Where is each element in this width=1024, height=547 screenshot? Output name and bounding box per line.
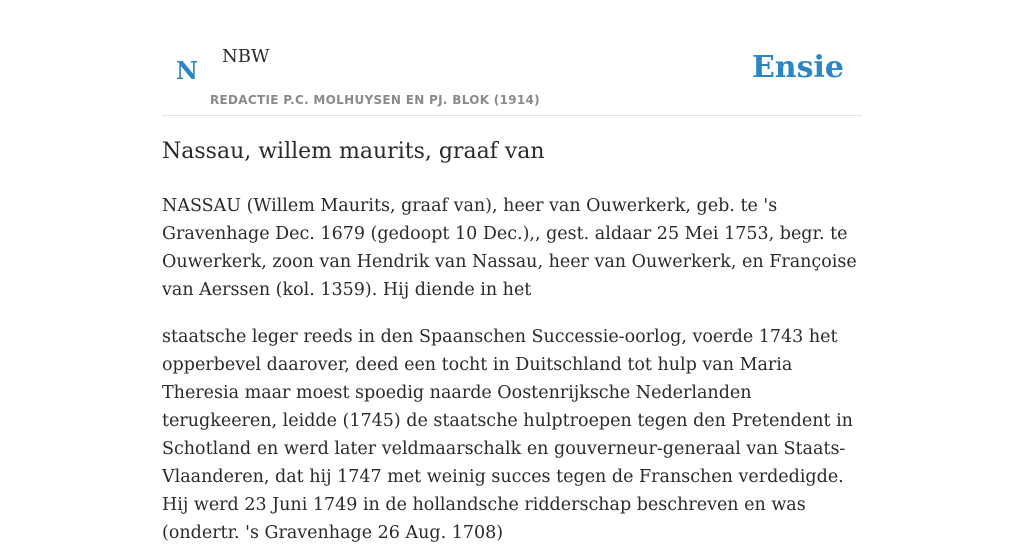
article-title: Nassau, willem maurits, graaf van (162, 139, 545, 164)
source-logo[interactable]: N (176, 56, 198, 85)
article-header (162, 0, 862, 116)
article-paragraph: NASSAU (Willem Maurits, graaf van), heer van Ouwerkerk, geb. te 's Gravenhage Dec. 1679 (gedoopt 10 Dec.),, gest. aldaar 25 Mei 1753, begr. te Ouwerkerk, zoon van Hendrik van Nassau, heer van Ouwerkerk, en Françoise van Aerssen (kol. 1359). Hij diende in het (162, 196, 857, 300)
page-container (162, 0, 862, 543)
source-subtitle: REDACTIE P.C. MOLHUYSEN EN PJ. BLOK (1914) (210, 93, 540, 107)
source-name[interactable]: NBW (222, 46, 270, 67)
article-paragraph: staatsche leger reeds in den Spaanschen Successie-oorlog, voerde 1743 het opperbevel daarover, deed een tocht in Duitschland tot hulp van Maria Theresia maar moest spoedig naarde Oostenrijksche Nederlanden terugkeeren, leidde (1745) de staatsche hulptroepen tegen den Pretendent in Schotland en werd later veldmaarschalk en gouverneur-generaal van Staats-Vlaanderen, dat hij 1747 met weinig succes tegen de Franschen verdedigde. Hij werd 23 Juni 1749 in de hollandsche ridderschap beschreven en was (ondertr. 's Gravenhage 26 Aug. 1708) (162, 327, 853, 543)
brand-logo-link[interactable]: Ensie (751, 50, 844, 85)
